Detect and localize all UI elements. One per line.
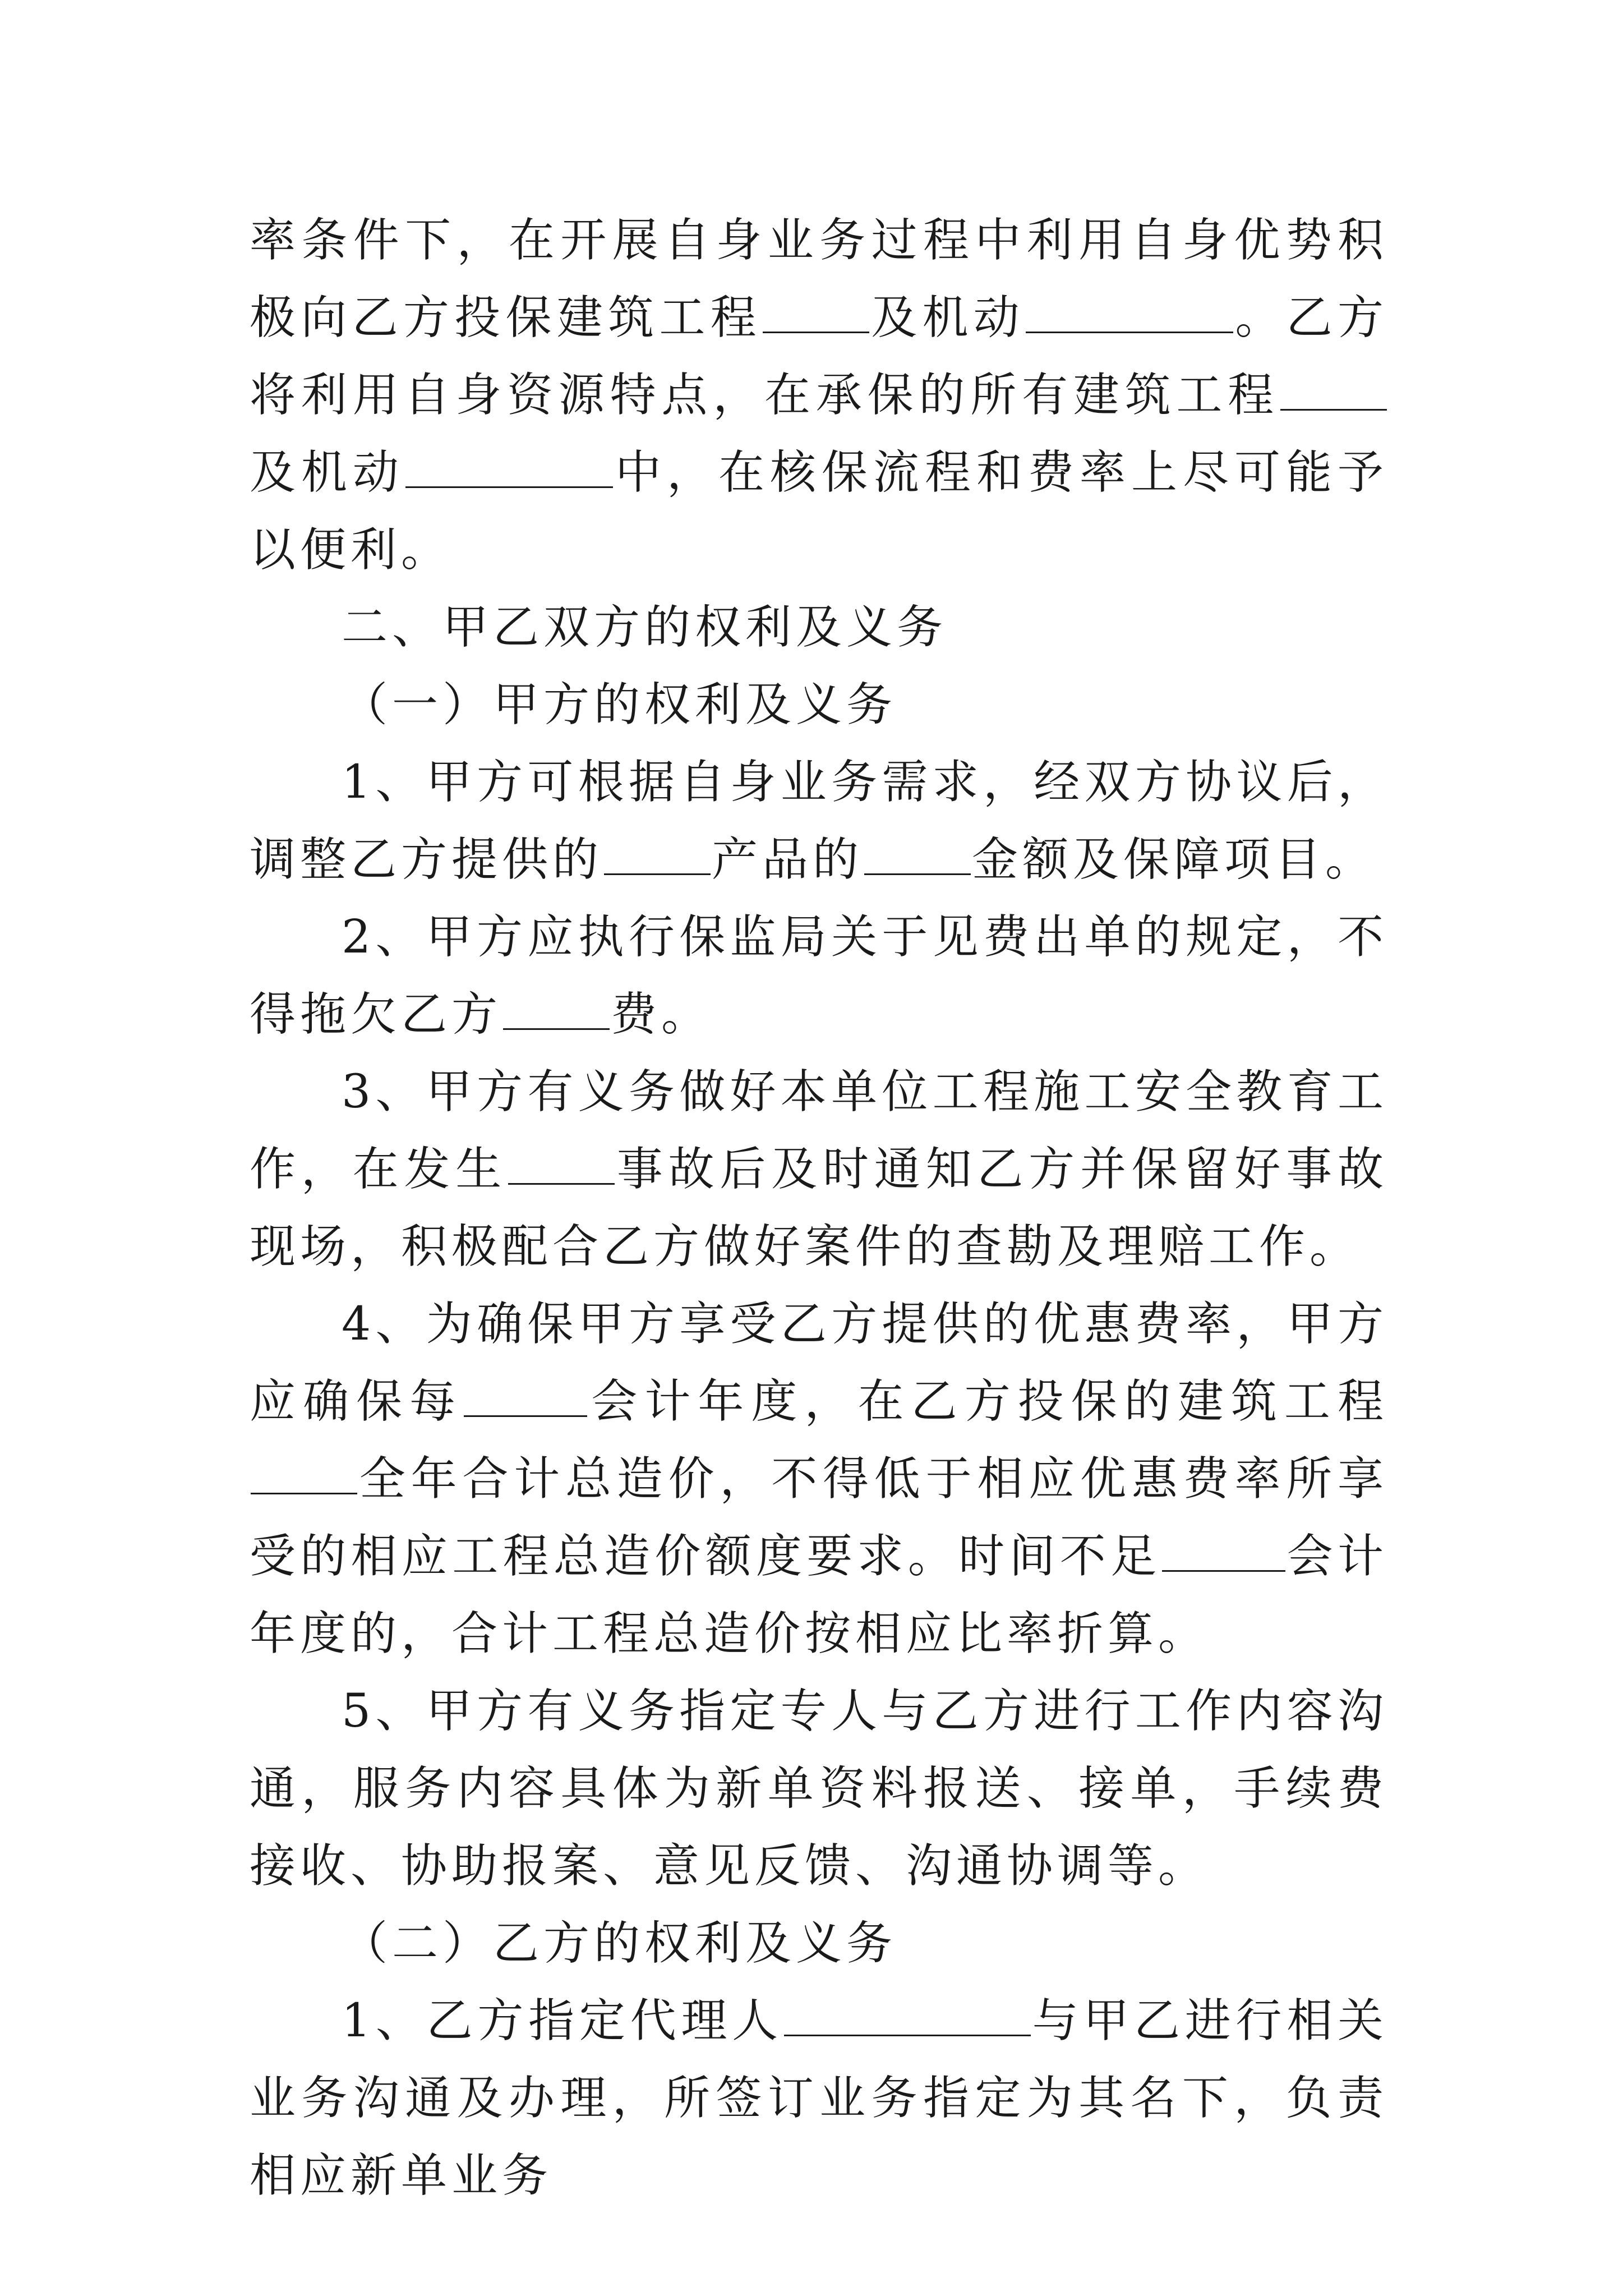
clause-b-1	[250, 1982, 1388, 2215]
text-run: 事故后及时通知乙方并保留好事故现场，积极配合乙方做好案件的查勘及理赔工作。	[250, 1143, 1388, 1273]
text-run: 会计年度的，合计工程总造价按相应比率折算。	[250, 1530, 1388, 1660]
section-heading: 二、甲乙双方的权利及义务	[342, 601, 948, 654]
clause-a-2	[250, 899, 1388, 1053]
text-run: 与甲乙进行相关业务沟通及办理，所签订业务指定为其名下，负责相应新单业务	[250, 1994, 1388, 2202]
text-run: 会计年度，在乙方投保的建筑工程	[588, 1375, 1388, 1428]
text-run: 金额及保障项目。	[972, 833, 1376, 886]
blank-field	[1162, 1529, 1285, 1572]
blank-field	[251, 1451, 357, 1494]
text-run: 率条件下，在开展自身业务过程中利用自身优势积极向乙方投保建筑工程	[250, 214, 1388, 344]
text-run: 及机动	[870, 291, 1025, 344]
blank-field	[864, 832, 971, 875]
text-run: 中，在核保流程和费率上尽可能予以便利。	[250, 446, 1388, 577]
text-run: 4、为确保甲方享受乙方提供的优惠费率，甲方应确保每	[250, 1297, 1388, 1428]
text-run: 1、甲方可根据自身业务需求，经双方协议后，调整乙方提供的	[250, 756, 1388, 886]
text-run: 。乙方将利用自身资源特点，在承保的所有建筑工程	[250, 291, 1388, 422]
subsection-heading-party-a: （一）甲方的权利及义务	[342, 678, 897, 731]
text-run: 及机动	[250, 446, 404, 499]
text-run: 产品的	[712, 833, 864, 886]
subsection-heading-party-b: （二）乙方的权利及义务	[342, 1917, 897, 1970]
blank-field	[1280, 367, 1387, 411]
paragraph-intro	[250, 202, 1388, 589]
text-run: 3、甲方有义务做好本单位工程施工安全教育工作，在发生	[250, 1065, 1388, 1196]
blank-field	[604, 832, 711, 875]
blank-field	[405, 445, 613, 488]
blank-field	[508, 1142, 615, 1185]
clause-a-5: 5、甲方有义务指定专人与乙方进行工作内容沟通，服务内容具体为新单资料报送、接单，手续费接收、协助报案、意见反馈、沟通协调等。	[250, 1685, 1388, 1893]
text-run: 全年合计总造价，不得低于相应优惠费率所享受的相应工程总造价额度要求。时间不足	[250, 1452, 1388, 1583]
text-run: 2、甲方应执行保监局关于见费出单的规定，不得拖欠乙方	[250, 910, 1388, 1041]
clause-a-1	[250, 744, 1388, 899]
document-body	[250, 202, 1388, 2215]
blank-field	[503, 987, 610, 1030]
blank-field	[464, 1374, 587, 1417]
blank-field	[784, 1993, 1031, 2036]
text-run: 1、乙方指定代理人	[342, 1994, 783, 2047]
text-run: 费。	[611, 988, 712, 1041]
blank-field	[1026, 290, 1233, 333]
clause-a-4	[250, 1286, 1388, 1673]
blank-field	[763, 290, 869, 333]
clause-a-3	[250, 1053, 1388, 1286]
